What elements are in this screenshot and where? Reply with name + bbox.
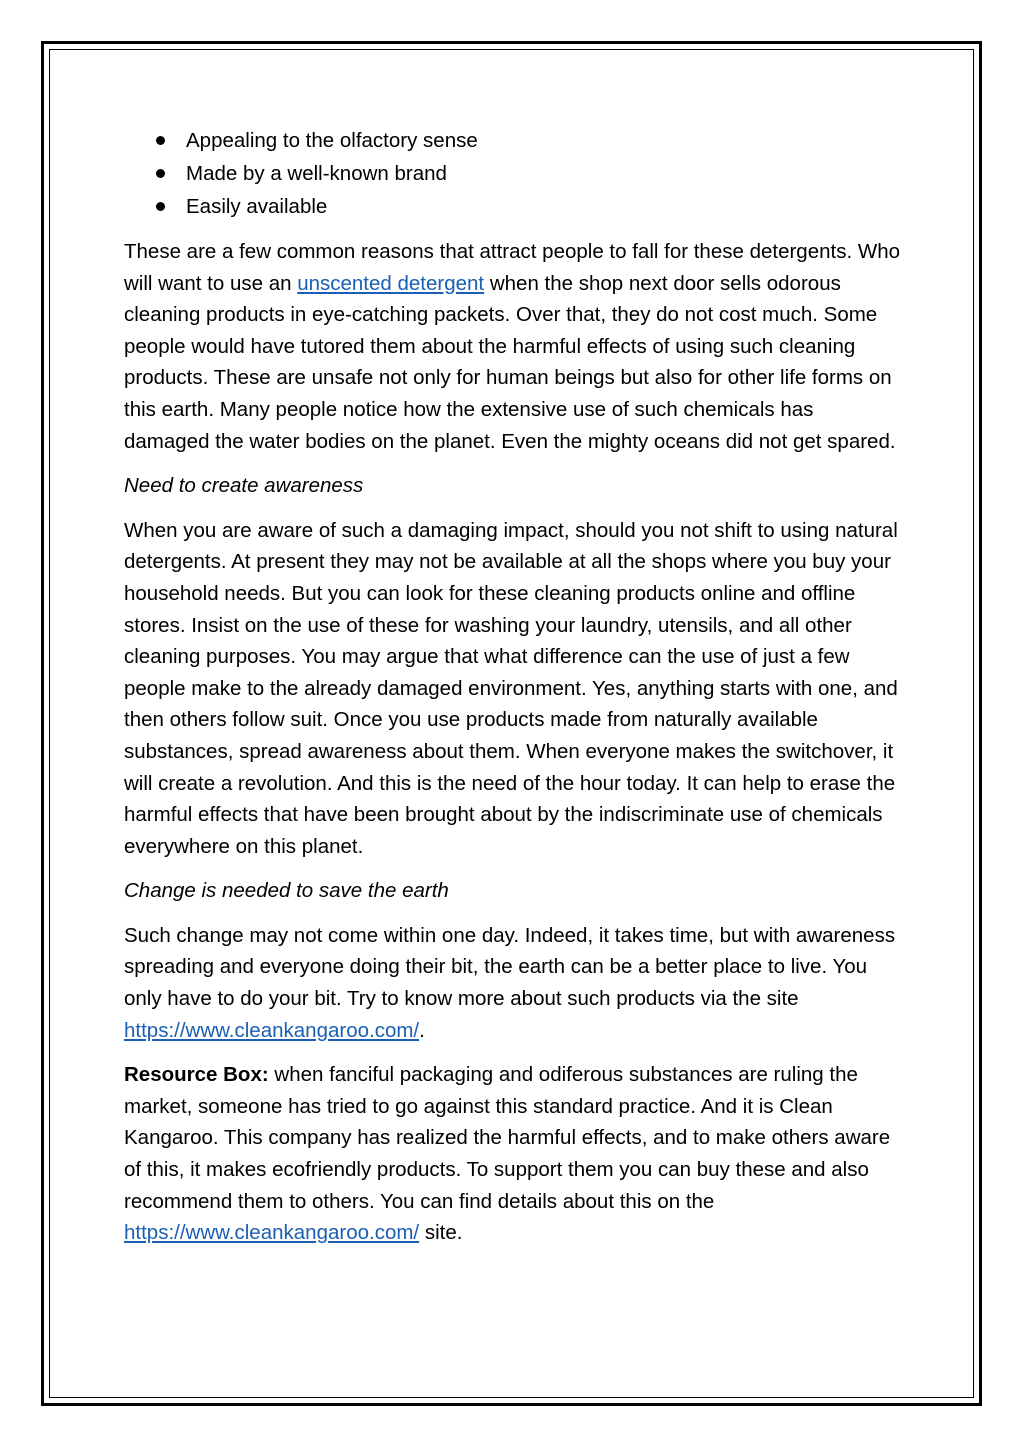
list-item [124, 157, 904, 190]
cleankangaroo-link[interactable]: https://www.cleankangaroo.com/ [124, 1018, 420, 1042]
list-item [124, 190, 904, 223]
bullet-icon [156, 169, 165, 178]
section-heading-awareness: Need to create awareness [124, 474, 364, 498]
paragraph-text: site. [419, 1221, 463, 1245]
paragraph-awareness: When you are aware of such a damaging impact, should you not shift to using natural detergents. At present they may not be available at all the shops where you buy your household needs. But you can look for these cleaning products online and offline stores. Insist on the use of these for washing your laundry, utensils, and all other cleaning purposes. You may argue that what difference can the use of just a few people make to the already damaged environment. Yes, anything starts with one, and then others follow suit. Once you use products made from naturally available substances, spread awareness about them. When everyone makes the switchover, it will create a revolution. And this is the need of the hour today. It can help to erase the harmful effects that have been brought about by the indiscriminate use of chemicals everywhere on this planet. [124, 518, 898, 858]
list-item [124, 124, 904, 157]
bullet-text: Made by a well-known brand [186, 162, 447, 185]
unscented-detergent-link[interactable]: unscented detergent [297, 271, 485, 295]
paragraph-text: . [419, 1018, 425, 1042]
paragraph-text: when fanciful packaging and odiferous substances are ruling the market, someone has tried to go against this standard practice. And it is Clean Kangaroo. This company has realized the harmful effects, and to make others aware of this, it makes ecofriendly products. To support them you can buy these and also recommend them to others. You can find details about this on the [124, 1063, 891, 1213]
paragraph-change [124, 920, 904, 1046]
document-body [124, 124, 904, 1249]
bullet-list [124, 124, 904, 223]
bullet-text: Easily available [186, 195, 328, 218]
resource-box-label: Resource Box: [124, 1063, 269, 1087]
bullet-text: Appealing to the olfactory sense [186, 129, 478, 152]
paragraph-text: when the shop next door sells odorous cleaning products in eye-catching packets. Over that, they do not cost much. Some people would have tutored them about the harmful effects of using such cleaning products. These are unsafe not only for human beings but also for other life forms on this earth. Many people notice how the extensive use of such chemicals has damaged the water bodies on the planet. Even the mighty oceans did not get spared. [124, 271, 896, 453]
section-heading-change: Change is needed to save the earth [124, 879, 449, 903]
paragraph-reasons [124, 236, 904, 457]
paragraph-text: Such change may not come within one day. Indeed, it takes time, but with awareness spreading and everyone doing their bit, the earth can be a better place to live. You only have to do your bit. Try to know more about such products via the site [124, 923, 896, 1011]
cleankangaroo-link[interactable]: https://www.cleankangaroo.com/ [124, 1221, 420, 1245]
bullet-icon [156, 136, 165, 145]
resource-box-paragraph [124, 1059, 904, 1249]
bullet-icon [156, 202, 165, 211]
paragraph-text: These are a few common reasons that attract people to fall for these detergents. Who will want to use an [124, 240, 900, 295]
